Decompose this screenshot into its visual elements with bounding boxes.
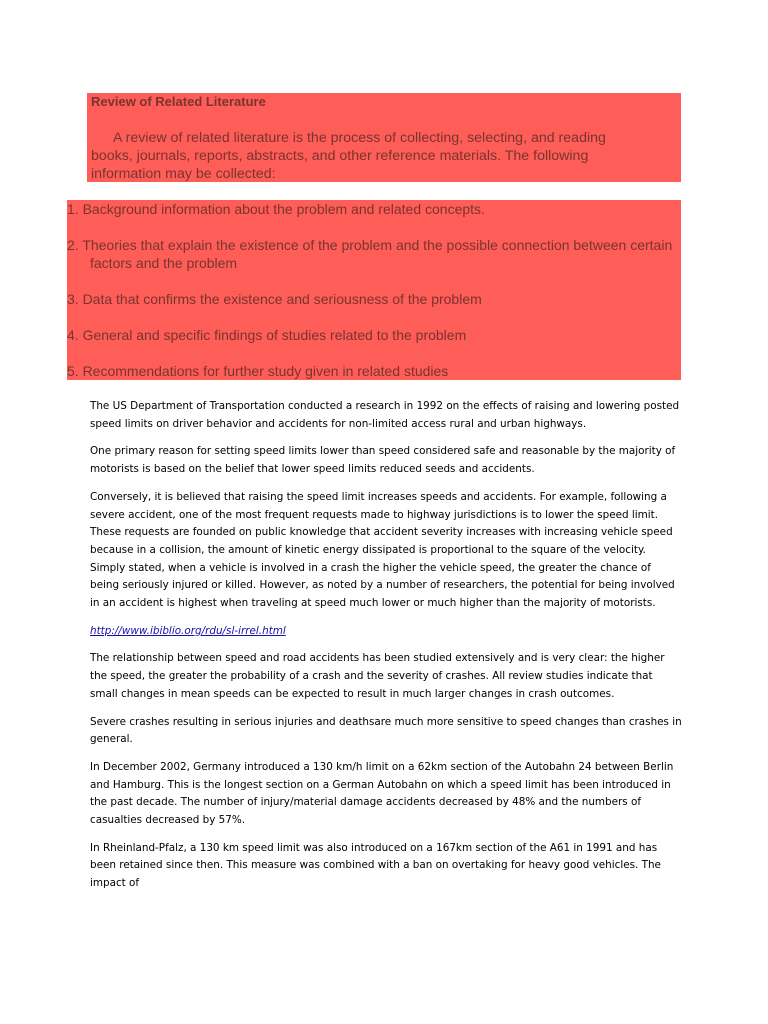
list-item: 5. Recommendations for further study given in related studies [67,363,449,379]
reference-link-line [90,623,682,641]
intro-paragraph: A review of related literature is the process of collecting, selecting, and reading books, journals, reports, abstracts, and other reference materials. The following information may be collected: [91,130,606,182]
paragraph-speed-limit-reason: One primary reason for setting speed limits lower than speed considered safe and reasonable by the majority of motorists is based on the belief that lower speed limits reduced seeds and accidents. [90,445,676,476]
collected-info-list [67,200,679,398]
paragraph-severe-crashes: Severe crashes resulting in serious injuries and deathsare much more sensitive to speed changes than crashes in general. [90,715,682,746]
list-item: 3. Data that confirms the existence and seriousness of the problem [67,291,482,307]
section-heading: Review of Related Literature [91,94,266,109]
paragraph-dot-research: The US Department of Transportation conducted a research in 1992 on the effects of raising and lowering posted speed limits on driver behavior and accidents for non-limited access rural and urban highways. [90,400,680,430]
body-text [90,398,682,903]
list-item: 1. Background information about the problem and related concepts. [67,201,485,217]
paragraph-raising-limit: Conversely, it is believed that raising the speed limit increases speeds and accidents. For example, following a severe accident, one of the most frequent requests made to highway jurisdictions is to lower the speed limit. These requests are founded on public knowledge that accident severity increases with increasing vehicle speed because in a collision, the amount of kinetic energy dissipated is proportional to the square of the velocity. Simply stated, when a vehicle is involved in a crash the higher the vehicle speed, the greater the chance of being seriously injured or killed. However, as noted by a number of researchers, the potential for being involved in an accident is highest when traveling at speed much lower or much higher than the majority of motorists. [90,490,675,610]
paragraph-rheinland-pfalz: In Rheinland-Pfalz, a 130 km speed limit was also introduced on a 167km section of the A61 in 1991 and has been retained since then. This measure was combined with a ban on overtaking for heavy good vehicles. The impact of [90,841,661,890]
list-item: 2. Theories that explain the existence of the problem and the possible connection between certain factors and the problem [67,237,673,271]
paragraph-germany-autobahn: In December 2002, Germany introduced a 130 km/h limit on a 62km section of the Autobahn 24 between Berlin and Hamburg. This is the longest section on a German Autobahn on which a speed limit has been introduced in the past decade. The number of injury/material damage accidents decreased by 48% and the numbers of casualties decreased by 57%. [90,760,674,827]
paragraph-speed-relationship: The relationship between speed and road accidents has been studied extensively and is very clear: the higher the speed, the greater the probability of a crash and the severity of crashes. All review studies indicate that small changes in mean speeds can be expected to result in much larger changes in crash outcomes. [90,652,665,700]
reference-link[interactable]: http://www.ibiblio.org/rdu/sl-irrel.html [90,624,286,637]
list-item: 4. General and specific findings of studies related to the problem [67,327,467,343]
